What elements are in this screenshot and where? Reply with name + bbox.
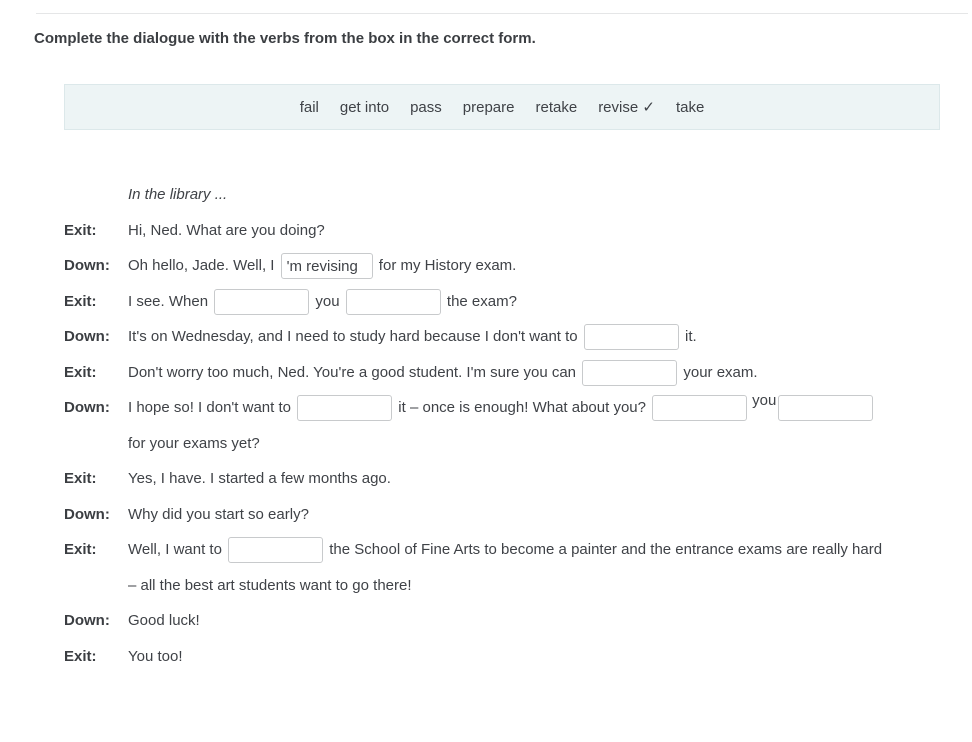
speaker-label: Down:: [64, 612, 110, 629]
word-box: [64, 84, 940, 130]
answer-input[interactable]: [228, 537, 323, 563]
word-box-item: revise ✓: [598, 99, 655, 116]
dialogue-row: [64, 639, 952, 675]
dialogue: [64, 177, 952, 674]
answer-input[interactable]: [582, 360, 677, 386]
answer-input[interactable]: [297, 395, 392, 421]
answer-input[interactable]: [652, 395, 747, 421]
dialogue-text: it – once is enough! What about you?: [394, 399, 651, 416]
answer-input[interactable]: [346, 289, 441, 315]
dialogue-content: [128, 284, 952, 320]
dialogue-content: [128, 532, 952, 603]
dialogue-content: [128, 213, 952, 249]
dialogue-text: you: [311, 292, 344, 310]
answer-input[interactable]: [281, 253, 373, 279]
answer-input[interactable]: [584, 324, 679, 350]
speaker-label: Down:: [64, 328, 110, 345]
dialogue-text-raised: you: [752, 392, 777, 409]
dialogue-text: Yes, I have. I started a few months ago.: [128, 470, 391, 487]
speaker-label: Exit:: [64, 221, 97, 239]
dialogue-row: [64, 213, 952, 249]
dialogue-row: [64, 497, 952, 533]
speaker-label: Exit:: [64, 363, 97, 381]
dialogue-text: Don't worry too much, Ned. You're a good student. I'm sure you can: [128, 363, 581, 381]
dialogue-text: Why did you start so early?: [128, 505, 309, 523]
dialogue-row: [64, 390, 952, 461]
page-title: Complete the dialogue with the verbs from the box in the correct form.: [34, 30, 536, 47]
dialogue-text: the exam?: [442, 292, 517, 310]
dialogue-content: [128, 355, 952, 391]
dialogue-lines: [64, 213, 952, 675]
word-box-item: take: [675, 98, 705, 116]
dialogue-text: It's on Wednesday, and I need to study hard because I don't want to: [128, 328, 582, 345]
dialogue-text: for your exams yet?: [128, 434, 260, 452]
dialogue-text: – all the best art students want to go there!: [128, 576, 412, 594]
dialogue-row: [64, 461, 952, 497]
dialogue-text: Oh hello, Jade. Well, I: [128, 257, 279, 274]
dialogue-row: [64, 284, 952, 320]
top-divider: [36, 13, 968, 14]
answer-input[interactable]: [214, 289, 309, 315]
speaker-label: Exit:: [64, 470, 97, 487]
word-box-item: get into: [339, 98, 390, 116]
exercise-page: [0, 13, 972, 742]
dialogue-text: the School of Fine Arts to become a painter and the entrance exams are really hard: [325, 541, 883, 558]
dialogue-text: Well, I want to: [128, 541, 227, 558]
dialogue-text: I see. When: [128, 292, 213, 310]
word-box-item: pass: [410, 98, 442, 116]
dialogue-content: [128, 639, 952, 675]
dialogue-text: I hope so! I don't want to: [128, 399, 296, 416]
dialogue-row: [64, 248, 952, 284]
word-box-item: retake: [535, 98, 578, 116]
word-box-item: fail: [299, 98, 319, 116]
dialogue-content: [128, 603, 952, 639]
dialogue-content: [128, 497, 952, 533]
dialogue-content: [128, 390, 952, 461]
stage-direction-row: [64, 177, 952, 213]
word-box-item: prepare: [462, 98, 515, 116]
dialogue-row: [64, 319, 952, 355]
dialogue-text: Good luck!: [128, 612, 200, 629]
speaker-label: Down:: [64, 505, 110, 523]
dialogue-text: You too!: [128, 647, 183, 665]
dialogue-row: [64, 532, 952, 603]
dialogue-text: for my History exam.: [374, 257, 517, 274]
speaker-label: Exit:: [64, 647, 97, 665]
dialogue-row: [64, 603, 952, 639]
stage-direction: In the library ...: [128, 186, 228, 203]
dialogue-text: your exam.: [679, 363, 758, 381]
speaker-label: [64, 177, 128, 213]
speaker-label: Down:: [64, 399, 110, 416]
dialogue-content: [128, 248, 952, 284]
speaker-label: Exit:: [64, 541, 97, 558]
dialogue-row: [64, 355, 952, 391]
speaker-label: Exit:: [64, 292, 97, 310]
dialogue-text: Hi, Ned. What are you doing?: [128, 221, 325, 239]
answer-input[interactable]: [778, 395, 873, 421]
dialogue-content: [128, 319, 952, 355]
speaker-label: Down:: [64, 257, 110, 274]
dialogue-text: it.: [680, 328, 697, 345]
dialogue-content: [128, 461, 952, 497]
